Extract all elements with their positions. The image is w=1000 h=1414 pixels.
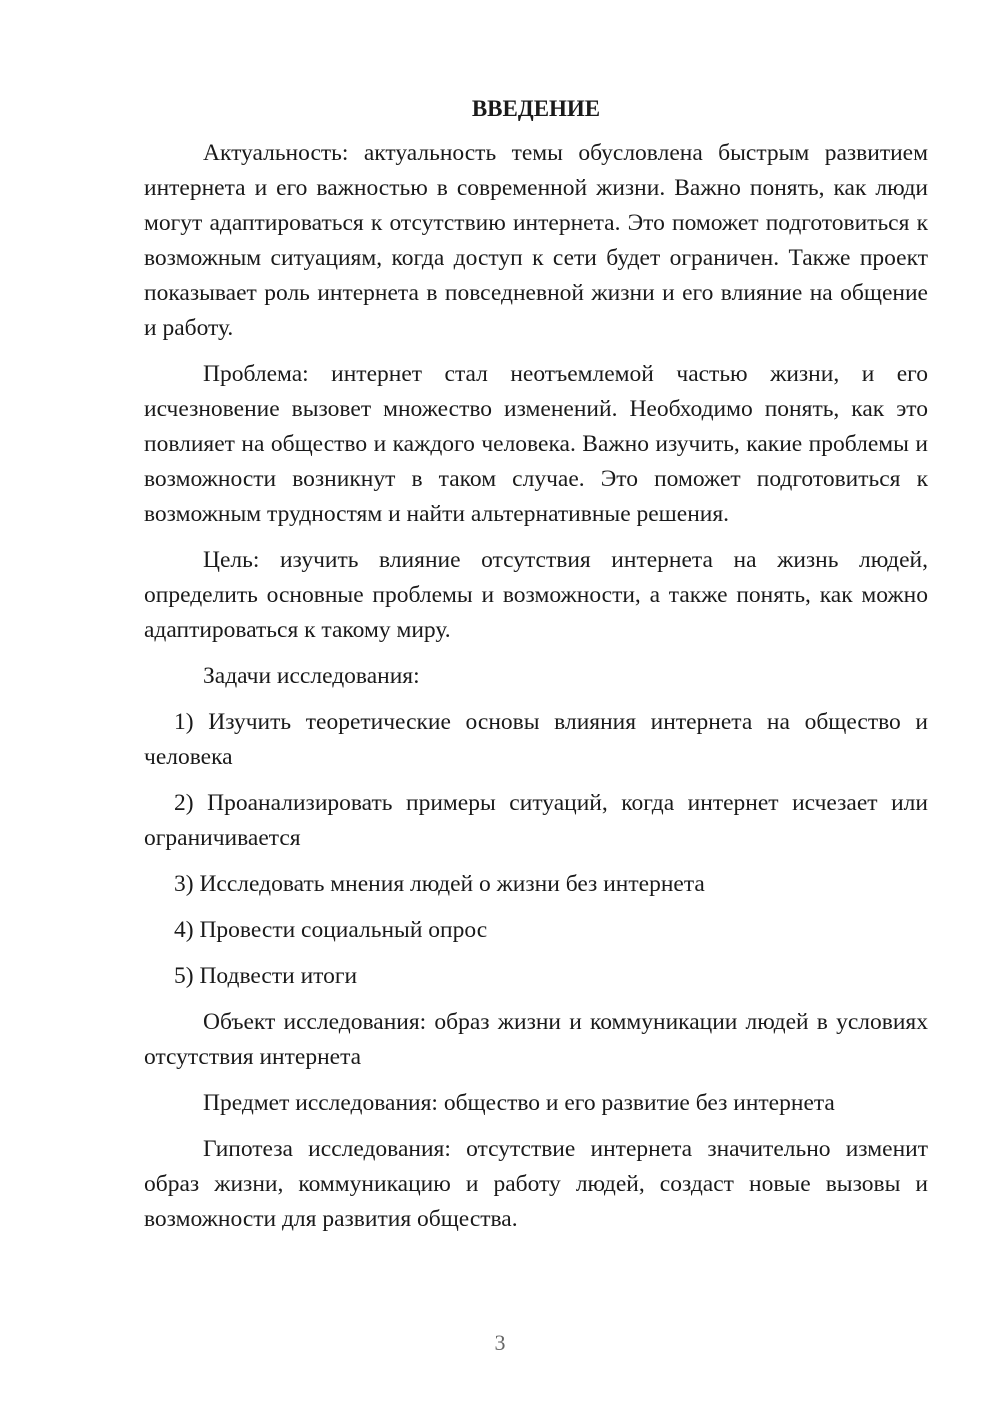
paragraph-object: Объект исследования: образ жизни и коммуникации людей в условиях отсутствия интернета (144, 1009, 928, 1070)
paragraph-relevance: Актуальность: актуальность темы обусловлена быстрым развитием интернета и его важностью в современной жизни. Важно понять, как люди могут адаптироваться к отсутствию интернета. Это поможет подготовиться к возможным ситуациям, когда доступ к сети будет ограничен. Также проект показывает роль интернета в повседневной жизни и его влияние на общение и работу. (144, 140, 928, 341)
paragraph-hypothesis: Гипотеза исследования: отсутствие интернета значительно изменит образ жизни, коммуникацию и работу людей, создаст новые вызовы и возможности для развития общества. (144, 1136, 928, 1232)
paragraph-subject: Предмет исследования: общество и его развитие без интернета (203, 1090, 835, 1116)
page-content (144, 92, 928, 1248)
task-item-2: 2) Проанализировать примеры ситуаций, когда интернет исчезает или ограничивается (144, 790, 928, 851)
page-title: ВВЕДЕНИЕ (471, 96, 601, 121)
task-item-4: 4) Провести социальный опрос (174, 917, 488, 943)
paragraph-goal: Цель: изучить влияние отсутствия интернета на жизнь людей, определить основные проблемы и возможности, а также понять, как можно адаптироваться к такому миру. (144, 547, 928, 643)
page-number: 3 (494, 1330, 506, 1355)
task-item-5: 5) Подвести итоги (174, 963, 358, 989)
tasks-heading: Задачи исследования: (203, 663, 420, 689)
task-item-3: 3) Исследовать мнения людей о жизни без интернета (174, 871, 705, 897)
task-item-1: 1) Изучить теоретические основы влияния интернета на общество и человека (144, 709, 928, 770)
paragraph-problem: Проблема: интернет стал неотъемлемой частью жизни, и его исчезновение вызовет множество изменений. Необходимо понять, как это повлияет на общество и каждого человека. Важно изучить, какие проблемы и возможности возникнут в таком случае. Это поможет подготовиться к возможным трудностям и найти альтернативные решения. (144, 361, 928, 527)
